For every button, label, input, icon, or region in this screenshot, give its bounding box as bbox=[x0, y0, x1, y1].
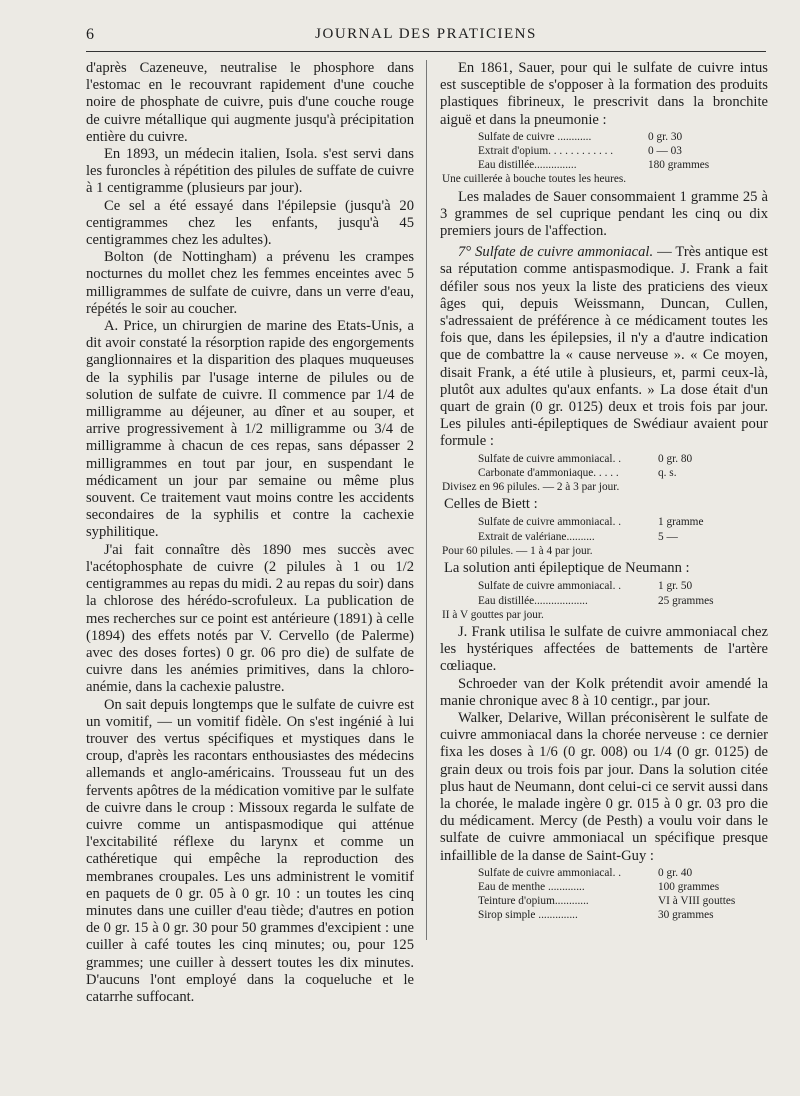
running-header bbox=[86, 24, 766, 48]
prescription-swediaur bbox=[440, 452, 768, 495]
paragraph: 7° Sulfate de cuivre ammoniacal. — Très antique est sa réputation comme antispasmodique. J. Frank a fait défiler sous nos yeux la liste des praticiens des vieux âges qui, depuis Weissmann, Duncan, Cullen, s'adressaient de préférence à ce médicament toutes les fois que, dans les épilepsies, il n'y a d'autre indication que de combattre la « cause nerveuse ». « Ce moyen, disait Frank, a été utile à plusieurs, et, parmi ceux-là, plutôt aux adultes qu'aux enfants. » La dose était d'un quart de grain (0 gr. 0125) deux et trois fois par jour. Les pilules anti-épileptiques de Swédiaur avaient pour formule : bbox=[440, 244, 768, 450]
paragraph: A. Price, un chirurgien de marine des Etats-Unis, a dit avoir constaté la résorption rapide des engorgements ganglionnaires et la disparition des plaques muqueuses de la syphilis par l'usage interne de pilules ou de solution de sulfate de cuivre. Il commence par 1/4 de milligramme au déjeuner, au dîner et au souper, et arrive progressivement à 1/2 milligramme ou 3/4 de milligramme à chacun de ces repas, sans dépasser 2 milligrammes en tout par jour, en suspendant le médicament un jour par semaine ou même plus souvent. Ce traitement vaut moins contre les accidents secondaires de la syphilis et contre la cachexie syphilitique. bbox=[86, 318, 414, 541]
prescription-note: Pour 60 pilules. — 1 à 4 par jour. bbox=[442, 544, 593, 557]
left-column bbox=[86, 60, 414, 1006]
prescription-line: Sulfate de cuivre ammoniacal. . 0 gr. 80 bbox=[478, 452, 693, 465]
prescription-sauer bbox=[440, 130, 768, 187]
prescription-note: Une cuillerée à bouche toutes les heures. bbox=[442, 173, 627, 186]
prescription-line: Sulfate de cuivre ammoniacal. . 0 gr. 40 bbox=[478, 866, 693, 879]
paragraph: Bolton (de Nottingham) a prévenu les crampes nocturnes du mollet chez les femmes enceintes avec 5 milligrammes de sulfate de cuivre, dans un verre d'eau, répétés le soir au coucher. bbox=[86, 249, 414, 317]
paragraph: Walker, Delarive, Willan préconisèrent le sulfate de cuivre ammoniacal dans la chorée nerveuse : ce dernier fixa les doses à 1/6 (0 gr. 008) ou 1/4 (0 gr. 0125) de grain deux ou trois fois par jour. Dans la solution citée plus haut de Neumann, dont celui-ci ce servit aussi dans la chorée, le malade ingère 0 gr. 015 à 0 gr. 03 pro die du médicament. Mercy (de Pesth) a voulu voir dans le sulfate de cuivre ammoniacal un spécifique presque infaillible de la danse de Saint-Guy : bbox=[440, 709, 768, 864]
prescription-line: Eau distillée............... 180 grammes bbox=[478, 159, 710, 172]
paragraph: On sait depuis longtemps que le sulfate de cuivre est un vomitif, — un vomitif fidèle. On s'est ingénié à lui trouver des vertus spécifiques et mystiques dans le croup, d'après les racontars enthousiastes des médecins allemands et anglo-américains. Trousseau fut un des fervents apôtres de la médication vomitive par le sulfate de cuivre dans le croup : Missoux regarda le sulfate de cuivre comme un antispasmodique qui atténue l'excitabilité réflexe du larynx et comme un cathéretique qui empêche la reproduction des membranes croupales. Les uns administrent le vomitif en paquets de 0 gr. 05 à 0 gr. 10 : un toutes les cinq minutes dans une cuiller d'eau tiède; d'autres en potion de 0 gr. 15 à 0 gr. 30 pour 50 grammes d'excipient : une cuiller à café toutes les cinq minutes; ou, pour 125 grammes; une cuiller à dessert toutes les dix minutes. D'aucuns l'ont employé dans la coqueluche et le catarrhe suffocant. bbox=[86, 696, 414, 1005]
prescription-line: Sulfate de cuivre ammoniacal. . 1 gramme bbox=[478, 516, 704, 529]
prescription-note: Divisez en 96 pilules. — 2 à 3 par jour. bbox=[442, 481, 620, 494]
paragraph: Les malades de Sauer consommaient 1 gramme 25 à 3 grammes de sel cuprique pendant les cinq ou dix premiers jours de l'affection. bbox=[440, 188, 768, 240]
prescription-line: Carbonate d'ammoniaque. . . . . q. s. bbox=[478, 466, 677, 479]
prescription-line: Teinture d'opium............ VI à VIII gouttes bbox=[478, 895, 736, 908]
header-rule bbox=[86, 51, 766, 52]
prescription-neumann bbox=[440, 579, 768, 622]
paragraph: Ce sel a été essayé dans l'épilepsie (jusqu'à 20 centigrammes chez les enfants, jusqu'à 45 centigrammes chez les adultes). bbox=[86, 197, 414, 249]
section-heading: 7° Sulfate de cuivre ammoniacal. bbox=[458, 244, 654, 261]
right-column bbox=[440, 60, 768, 925]
prescription-line: Eau de menthe ............. 100 grammes bbox=[478, 880, 720, 893]
subheading: Celles de Biett : bbox=[444, 496, 538, 513]
prescription-line: Sirop simple .............. 30 grammes bbox=[478, 909, 714, 922]
paragraph: J. Frank utilisa le sulfate de cuivre ammoniacal chez les hystériques affectées de battements de l'artère cœliaque. bbox=[440, 623, 768, 675]
prescription-biett bbox=[440, 515, 768, 558]
column-separator bbox=[426, 60, 427, 940]
running-title: JOURNAL DES PRATICIENS bbox=[315, 26, 537, 42]
paragraph: Schroeder van der Kolk prétendit avoir amendé la manie chronique avec 8 à 10 centigr., par jour. bbox=[440, 675, 768, 709]
subheading: La solution anti épileptique de Neumann : bbox=[444, 560, 690, 577]
prescription-line: Extrait de valériane.......... 5 — bbox=[478, 530, 678, 543]
prescription-line: Eau distillée................... 25 grammes bbox=[478, 594, 714, 607]
paragraph: En 1861, Sauer, pour qui le sulfate de cuivre intus est susceptible de s'opposer à la formation des produits plastiques fibrineux, le prescrivit dans la bronchite aiguë et dans la pneumonie : bbox=[440, 60, 768, 128]
page-number: 6 bbox=[86, 26, 94, 43]
prescription-line: Sulfate de cuivre ammoniacal. . 1 gr. 50 bbox=[478, 580, 693, 593]
prescription-mercy bbox=[440, 866, 768, 923]
paragraph: J'ai fait connaître dès 1890 mes succès avec l'acétophosphate de cuivre (2 pilules à 1 ou 1/2 centigrammes au repas du midi. 2 au repas du soir) dans la chlorose des hérédo-scrofuleux. La publication de mes recherches sur ce point est antérieure (1891) à celle (1894) des effets notés par V. Cervello (de Palerme) avec des doses fortes) 0 gr. 06 pro die) de sulfate de cuivre dans les anémies primitives, dans la chloro-anémie, dans la cachexie palustre. bbox=[86, 541, 414, 696]
prescription-note: II à V gouttes par jour. bbox=[442, 608, 544, 621]
prescription-line: Extrait d'opium. . . . . . . . . . . . 0 — 03 bbox=[478, 145, 682, 158]
paragraph: En 1893, un médecin italien, Isola. s'est servi dans les furoncles à répétition des pilules de suffate de cuivre à 1 centigramme (plusieurs par jour). bbox=[86, 146, 414, 197]
paragraph: d'après Cazeneuve, neutralise le phosphore dans l'estomac en le recouvrant rapidement d'une couche noire de phosphate de cuivre, puis d'une couche rouge de cuivre métallique qui augmente jusqu'à précipitation entière du cuivre. bbox=[86, 60, 414, 145]
prescription-line: Sulfate de cuivre ............ 0 gr. 30 bbox=[478, 130, 683, 143]
